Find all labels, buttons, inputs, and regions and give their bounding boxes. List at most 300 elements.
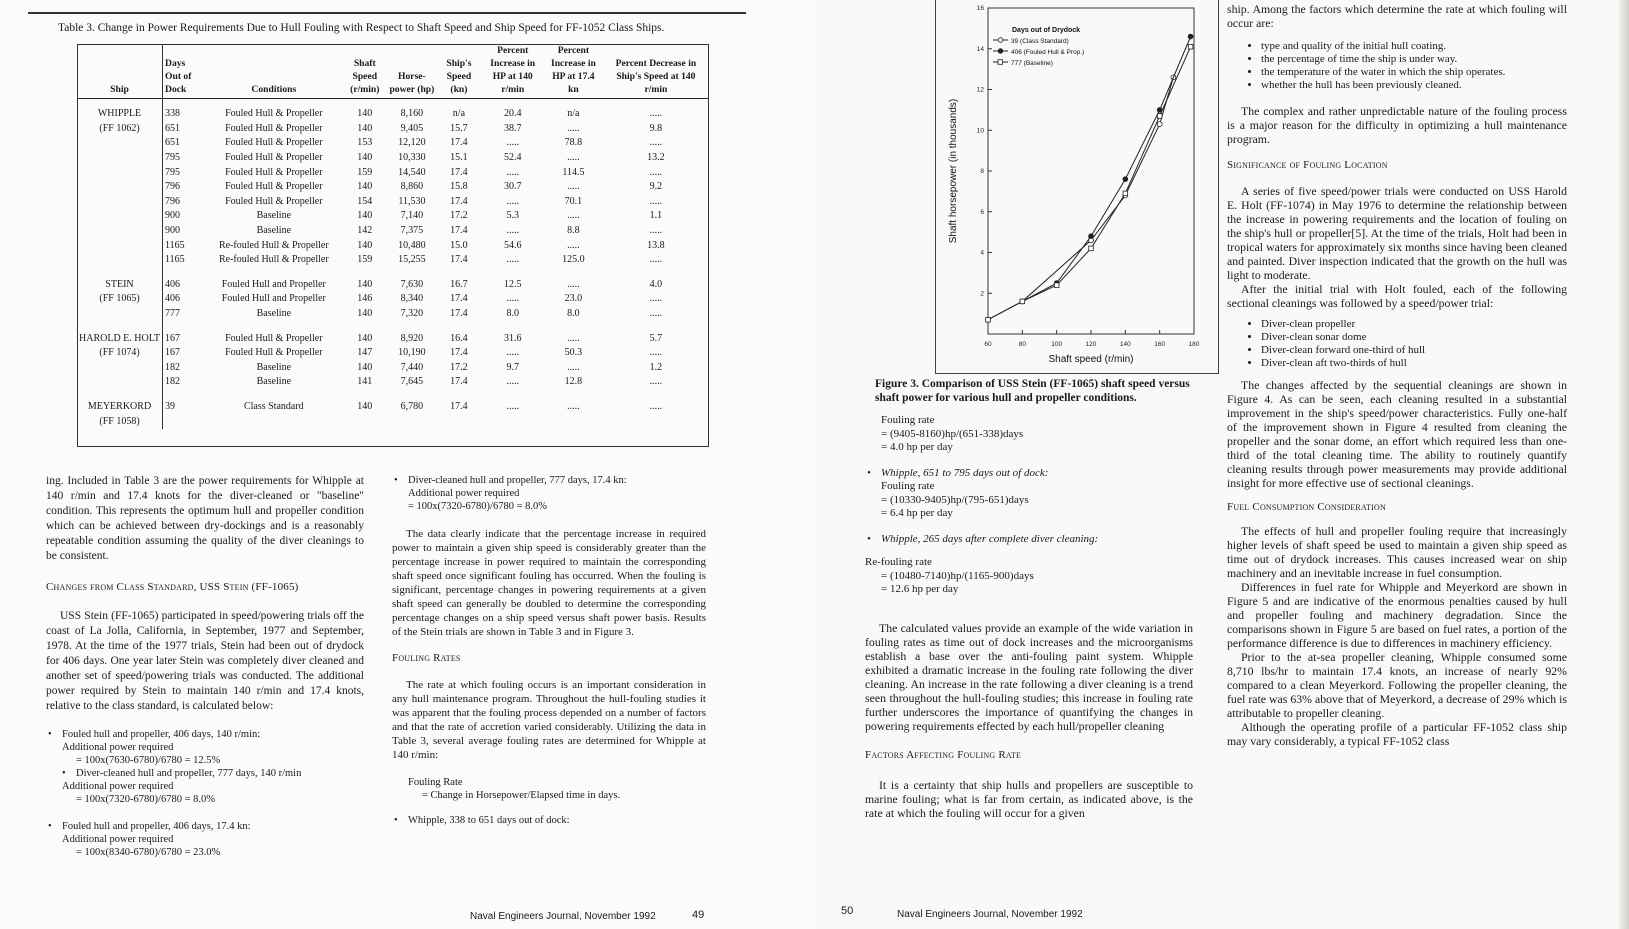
figure-caption: Figure 3. Comparison of USS Stein (FF-1065) shaft speed versus shaft power for various hull and propeller conditions.: [875, 378, 1190, 404]
ship-cell: [77, 307, 163, 322]
table-cell: 17.4: [450, 195, 468, 207]
ship-cell: [77, 361, 163, 376]
cleaning-list: [1227, 318, 1567, 370]
chart-axes: [948, 5, 1200, 365]
data-point: [1089, 246, 1094, 251]
formula-line: Additional power required: [62, 781, 174, 792]
table-cell: .....: [506, 347, 519, 359]
table-cell: 23.0: [564, 293, 583, 305]
ship-cell: [77, 165, 163, 180]
table-cell: 54.6: [503, 239, 522, 251]
section-heading: Factors Affecting Fouling Rate: [865, 748, 1022, 761]
list-item: • Diver-clean sonar dome: [1261, 331, 1567, 344]
table-3: [77, 44, 709, 429]
table-cell: 142: [357, 225, 373, 237]
ship-cell: [77, 238, 163, 253]
paragraph: Differences in fuel rate for Whipple and Meyerkord are shown in Figure 5 and are indicative of the enormous penalties caused by hull and propeller fouling and machinery degradation. Since the comparisons shown in Figure 5 are based on fuel rates, a portion of the performance difference is due to differences in machinery efficiency.: [1227, 580, 1567, 650]
table-cell: 795: [165, 152, 181, 164]
table-row: [77, 180, 709, 195]
table-cell: 31.6: [503, 332, 522, 344]
formula-line: = 100x(7320-6780)/6780 = 8.0%: [408, 501, 547, 512]
formula-line: = (9405-8160)hp/(651-338)days: [881, 427, 1024, 440]
table-cell: 17.4: [450, 308, 468, 320]
list-item: • Diver-clean propeller: [1261, 318, 1567, 331]
table-cell: n/a: [567, 108, 580, 120]
table-cell: 5.7: [649, 332, 663, 344]
table-cell: .....: [506, 293, 519, 305]
table-cell: .....: [567, 210, 580, 222]
table-cell: 15.8: [450, 181, 468, 193]
table-cell: 70.1: [564, 195, 583, 207]
table-cell: .....: [649, 137, 663, 149]
left-column-2: [392, 474, 706, 827]
table-cell: 10,330: [398, 152, 426, 164]
table-cell: Class Standard: [243, 400, 304, 412]
col-header: Horse-power (hp): [387, 44, 436, 99]
table-cell: .....: [649, 308, 663, 320]
table-cell: 900: [165, 210, 181, 222]
list-item: • Whipple, 265 days after complete diver cleaning:: [865, 533, 1193, 547]
formula-line: = 4.0 hp per day: [881, 441, 953, 453]
ship-cell: [77, 136, 163, 151]
hull-number: (FF 1058): [77, 414, 163, 429]
table-cell: 1165: [165, 239, 185, 251]
table-cell: [206, 414, 343, 429]
y-tick-label: 8: [980, 168, 984, 175]
x-tick-label: 140: [1119, 341, 1131, 348]
table-cell: 38.7: [503, 122, 522, 134]
y-tick-label: 6: [980, 208, 984, 216]
y-tick-label: 10: [976, 127, 984, 135]
table-cell: 8,160: [400, 108, 424, 120]
table-cell: 147: [357, 347, 373, 359]
table-cell: Fouled Hull & Propeller: [225, 137, 323, 149]
data-point: [1089, 234, 1094, 239]
table-cell: 17.4: [450, 137, 468, 149]
formula-line: = 6.4 hp per day: [881, 507, 953, 519]
table-cell: 140: [357, 108, 373, 120]
table-cell: 6,780: [400, 400, 424, 412]
table-cell: 4.0: [649, 278, 663, 290]
y-tick-label: 2: [980, 290, 984, 298]
col-header: Percent Decrease in Ship's Speed at 140 r/min: [603, 44, 709, 99]
table-cell: 140: [357, 239, 373, 251]
table-cell: Fouled Hull & Propeller: [225, 122, 323, 134]
table-cell: 796: [165, 195, 181, 207]
y-axis-label: Shaft horsepower (in thousands): [948, 98, 959, 244]
data-point: [1188, 44, 1193, 49]
paragraph: The data clearly indicate that the percentage increase in required power to maintain a given ship speed is considerably greater than the percentage increase in power required to maintain the corresponding shaft speed once significant fouling has occurred. When the fouling is significant, percentage changes in powering requirements at a given shaft speed can generally be doubled to determine the corresponding percentage changes on a ship speed versus shaft power basis. Results of the Stein trials are shown in Table 3 and in Figure 3.: [392, 528, 706, 638]
table-cell: 16.4: [450, 332, 468, 344]
ship-cell: [77, 151, 163, 166]
table-cell: 17.4: [450, 376, 468, 388]
table-cell: 8.0: [567, 308, 580, 320]
table-cell: n/a: [452, 108, 466, 120]
footer-journal: Naval Engineers Journal, November 1992: [897, 909, 1083, 920]
table-cell: .....: [506, 195, 519, 207]
table-cell: .....: [506, 254, 519, 266]
hull-number: (FF 1074): [77, 346, 163, 361]
legend-entry: 39 (Class Standard): [1011, 38, 1069, 45]
table-cell: 140: [357, 278, 373, 290]
table-cell: 13.2: [647, 152, 665, 164]
right-page: [815, 0, 1629, 929]
data-point: [1020, 299, 1025, 304]
table-cell: 1.1: [649, 210, 663, 222]
table-cell: 140: [357, 361, 373, 373]
table-cell: 140: [357, 152, 373, 164]
table-cell: 140: [357, 181, 373, 193]
table-row: [77, 375, 709, 390]
table-cell: 406: [165, 293, 181, 305]
table-row: [77, 346, 709, 361]
group-spacer: [77, 390, 709, 400]
table-cell: Fouled Hull & Propeller: [225, 108, 323, 120]
legend-entry: 777 (Baseline): [1011, 60, 1053, 67]
table-cell: Fouled Hull & Propeller: [225, 195, 323, 207]
x-axis-label: Shaft speed (r/min): [1048, 354, 1134, 365]
ship-cell: [77, 209, 163, 224]
page-number: 49: [692, 909, 705, 921]
table-cell: [436, 414, 481, 429]
table-cell: 7,630: [400, 278, 424, 290]
ship-name: MEYERKORD: [77, 400, 163, 415]
section-heading: Changes from Class Standard, USS Stein (FF-1065): [46, 581, 299, 593]
data-point: [986, 317, 991, 322]
table-body: [77, 99, 709, 429]
ship-cell: [77, 180, 163, 195]
table-row: [77, 136, 709, 151]
table-cell: 777: [165, 308, 181, 320]
chart-legend: [993, 27, 1084, 67]
figure-3-frame: [935, 0, 1219, 374]
table-cell: 9.7: [506, 361, 519, 373]
table-row: [77, 122, 709, 137]
table-cell: .....: [567, 361, 580, 373]
y-tick-label: 4: [980, 249, 984, 257]
x-tick-label: 120: [1085, 341, 1097, 348]
page-edge-shadow: [1619, 0, 1629, 929]
table-row: [77, 400, 709, 415]
table-row: [77, 414, 709, 429]
table-cell: 114.5: [562, 166, 585, 178]
table-cell: 7,645: [400, 376, 424, 388]
data-point: [1123, 177, 1128, 182]
table-row: [77, 224, 709, 239]
table-cell: Fouled Hull & Propeller: [225, 152, 323, 164]
y-tick-label: 12: [976, 86, 984, 94]
table-cell: 796: [165, 181, 181, 193]
paragraph: The changes affected by the sequential cleanings are shown in Figure 4. As can be seen, each cleaning resulted in a substantial improvement in the ship's speed/power characteristics. Fully one-half of the improvement shown in Figure 4 resulted from cleaning the propeller and the sonar dome, an effort which required less than one-third of the total cleaning time. The ability to routinely quantify cleaning results through power measurements may provide additional insight for more effective use of sectional cleanings.: [1227, 378, 1567, 490]
col-header: Conditions: [206, 44, 343, 99]
x-tick-label: 80: [1018, 341, 1026, 348]
table-cell: 153: [357, 137, 373, 149]
table-cell: 12.5: [503, 278, 522, 290]
table-cell: 795: [165, 166, 181, 178]
table-cell: 651: [165, 137, 181, 149]
figure-3-chart: [936, 0, 1218, 372]
formula-line: Fouling rate: [881, 480, 935, 492]
col-header: Days Out of Dock: [163, 44, 206, 99]
x-tick-label: 100: [1051, 341, 1063, 348]
formula-line: Additional power required: [62, 834, 174, 845]
paragraph: The effects of hull and propeller fouling require that increasingly higher levels of shaft speed be used to maintain a given ship speed as time out of drydock increases. This causes increased wear on ship machinery and an inevitable increase in fuel consumption.: [1227, 524, 1567, 580]
formula-line: = 100x(8340-6780)/6780 = 23.0%: [76, 847, 221, 858]
table-cell: 10,480: [398, 239, 426, 251]
paragraph: The complex and rather unpredictable nature of the fouling process is a major reason for the difficulty in optimizing a hull maintenance program.: [1227, 104, 1567, 146]
table-cell: 9.8: [649, 122, 663, 134]
table-cell: .....: [649, 108, 663, 120]
table-cell: 50.3: [564, 347, 583, 359]
table-caption: Table 3. Change in Power Requirements Due to Hull Fouling with Respect to Shaft Speed and Ship Speed for FF-1052 Class Ships.: [58, 22, 665, 34]
list-item: • Fouled hull and propeller, 406 days, 17.4 kn:: [46, 820, 364, 833]
table-cell: 1165: [165, 254, 185, 266]
table-cell: 159: [357, 254, 373, 266]
ship-name: HAROLD E. HOLT: [77, 331, 163, 346]
table-cell: 154: [357, 195, 373, 207]
table-cell: 13.8: [647, 239, 665, 251]
data-point: [1157, 122, 1162, 127]
table-cell: .....: [567, 181, 580, 193]
table-cell: Baseline: [256, 308, 292, 320]
table-cell: 10,190: [398, 347, 426, 359]
table-cell: 52.4: [503, 152, 522, 164]
table-cell: 17.4: [450, 347, 468, 359]
table-cell: 8,860: [400, 181, 424, 193]
table-cell: .....: [567, 122, 580, 134]
legend-marker: [998, 38, 1003, 43]
data-point: [1123, 191, 1128, 196]
table-cell: 140: [357, 400, 373, 412]
hull-number: (FF 1062): [77, 122, 163, 137]
left-column-1: [46, 474, 364, 859]
table-cell: 140: [357, 308, 373, 320]
table-cell: Fouled Hull & Propeller: [225, 332, 323, 344]
table-cell: 16.7: [450, 278, 468, 290]
table-cell: [387, 414, 436, 429]
section-heading: Fuel Consumption Consideration: [1227, 501, 1386, 513]
formula-line: = (10480-7140)hp/(1165-900)days: [881, 569, 1034, 582]
table-cell: 17.4: [450, 293, 468, 305]
table-cell: Re-fouled Hull & Propeller: [218, 254, 329, 266]
table-cell: 140: [357, 332, 373, 344]
table-cell: 125.0: [562, 254, 585, 266]
col-header: Ship's Speed (kn): [436, 44, 481, 99]
paragraph: The calculated values provide an example of the wide variation in fouling rates as time out of dock increases and the microorganisms establish a base over the anti-fouling paint system. Whipple exhibited a dramatic increase in the fouling rate following the diver cleaning. An increase in the rate following a diver cleaning is a trend seen throughout the hull-fouling studies; this increase in fouling rate further underscores the importance of quantifying the changes in powering requirements effected by each hull/propeller cleaning: [865, 620, 1193, 733]
ship-cell: [77, 375, 163, 390]
table-cell: 17.4: [450, 225, 468, 237]
table-cell: 167: [165, 332, 181, 344]
col-header: Ship: [77, 44, 163, 99]
table-cell: .....: [649, 347, 663, 359]
ship-cell: [77, 253, 163, 268]
list-item: • Diver-cleaned hull and propeller, 777 days, 140 r/min: [60, 767, 364, 780]
table-cell: 167: [165, 347, 181, 359]
factor-list: [1227, 40, 1567, 92]
list-item: • Diver-clean forward one-third of hull: [1261, 344, 1567, 357]
formula-line: = 12.6 hp per day: [881, 583, 959, 595]
table-row: [77, 151, 709, 166]
table-cell: 1.2: [649, 361, 663, 373]
legend-title: Days out of Drydock: [1012, 27, 1081, 34]
ship-cell: [77, 224, 163, 239]
table-cell: Baseline: [256, 210, 292, 222]
paragraph: ing. Included in Table 3 are the power requirements for Whipple at 140 r/min and 17.4 knots for the diver-cleaned or "baseline" condition. This represents the optimum hull and propeller condition which can be achieved between dry-dockings and is a reasonably repeatable condition assuming the quality of the diver cleanings to be consistent.: [46, 475, 364, 562]
table-cell: 15.1: [450, 152, 468, 164]
list-item: • Diver-cleaned hull and propeller, 777 days, 17.4 kn:: [392, 474, 706, 487]
paragraph: After the initial trial with Holt fouled, each of the following sectional cleanings was followed by a speed/power trial:: [1227, 282, 1567, 310]
table-cell: 8.8: [567, 225, 580, 237]
col-header: Percent Increase in HP at 140 r/min: [481, 44, 544, 99]
table-cell: 7,320: [400, 308, 424, 320]
group-spacer: [77, 321, 709, 331]
list-item: • Whipple, 651 to 795 days out of dock:: [865, 467, 1193, 481]
table-cell: .....: [567, 400, 580, 412]
legend-marker: [998, 60, 1003, 65]
table-cell: 140: [357, 210, 373, 222]
page-number: 50: [841, 905, 854, 917]
table-cell: .....: [649, 225, 663, 237]
table-cell: 78.8: [564, 137, 583, 149]
table-cell: [544, 414, 603, 429]
table-cell: 17.2: [450, 210, 468, 222]
col-header: Percent Increase in HP at 17.4 kn: [544, 44, 603, 99]
table-cell: 12,120: [398, 137, 426, 149]
table-cell: 17.2: [450, 361, 468, 373]
table-cell: 39: [165, 400, 176, 412]
table-cell: Fouled Hull & Propeller: [225, 181, 323, 193]
chart-series: [986, 34, 1193, 322]
table-cell: [603, 414, 709, 429]
table-cell: .....: [567, 152, 580, 164]
top-rule: [28, 12, 746, 14]
table-cell: Baseline: [256, 376, 292, 388]
table-row: [77, 331, 709, 346]
list-item: • the temperature of the water in which the ship operates.: [1261, 66, 1567, 79]
paragraph: USS Stein (FF-1065) participated in speed/powering trials off the coast of La Jolla, California, in September, 1977 and September, 1978. At the time of the 1977 trials, Stein had been out of drydock for 406 days. One year later Stein was completely diver cleaned and another set of speed/powering trials was conducted. The additional power required by Stein to maintain 140 r/min and 17.4 knots, relative to the class standard, is calculated below:: [46, 610, 364, 712]
table-row: [77, 99, 709, 122]
table-cell: 146: [357, 293, 373, 305]
table-cell: .....: [649, 293, 663, 305]
table-cell: 8,340: [400, 293, 424, 305]
table-cell: 17.4: [450, 400, 468, 412]
table-cell: 338: [165, 108, 181, 120]
paragraph: Although the operating profile of a particular FF-1052 class ship may vary considerably, a typical FF-1052 class: [1227, 720, 1567, 748]
data-point: [1157, 114, 1162, 119]
table-cell: Fouled Hull and Propeller: [221, 278, 326, 290]
table-cell: .....: [567, 239, 580, 251]
table-cell: [481, 414, 544, 429]
y-tick-label: 16: [976, 5, 984, 12]
x-tick-label: 60: [984, 341, 992, 348]
section-heading: Significance of Fouling Location: [1227, 159, 1388, 171]
table-cell: 11,530: [398, 195, 426, 207]
table-row: [77, 195, 709, 210]
table-row: [77, 165, 709, 180]
table-cell: .....: [649, 400, 663, 412]
list-item: • whether the hull has been previously cleaned.: [1261, 79, 1567, 92]
table-cell: .....: [649, 166, 663, 178]
data-point: [1188, 34, 1193, 39]
table-cell: 651: [165, 122, 181, 134]
table-cell: .....: [506, 376, 519, 388]
table-cell: 900: [165, 225, 181, 237]
table-cell: 17.4: [450, 254, 468, 266]
paragraph: A series of five speed/power trials were conducted on USS Harold E. Holt (FF-1074) in May 1976 to determine the relationship between the increase in powering requirements and the location of fouling on the ship's hull or propeller[5]. At the time of the trials, Holt had been in tropical waters for approximately six months since having been cleaned and painted. Diver inspection indicated that the growth on the hull was light to moderate.: [1227, 184, 1567, 282]
table-header: [77, 44, 709, 99]
table-cell: Fouled Hull & Propeller: [225, 347, 323, 359]
paragraph: ship. Among the factors which determine the rate at which fouling will occur are:: [1227, 2, 1567, 30]
table-cell: .....: [506, 137, 519, 149]
col-header: Shaft Speed (r/min): [342, 44, 387, 99]
formula-line: Additional power required: [62, 742, 174, 753]
right-column-2: [1227, 2, 1567, 748]
table-cell: 17.4: [450, 166, 468, 178]
table-cell: Baseline: [256, 361, 292, 373]
table-row: [77, 209, 709, 224]
section-heading: Fouling Rates: [392, 652, 461, 664]
hull-number: (FF 1065): [77, 292, 163, 307]
table-row: [77, 361, 709, 376]
table-cell: 141: [357, 376, 373, 388]
x-tick-label: 180: [1188, 341, 1200, 348]
table-cell: 12.8: [564, 376, 583, 388]
table-cell: .....: [506, 166, 519, 178]
table-row: [77, 253, 709, 268]
table-cell: [163, 414, 206, 429]
table-cell: 15.0: [450, 239, 468, 251]
table-cell: 159: [357, 166, 373, 178]
table-cell: 14,540: [398, 166, 426, 178]
x-tick-label: 160: [1154, 341, 1166, 348]
footer-journal: Naval Engineers Journal, November 1992: [470, 911, 656, 922]
table-cell: .....: [506, 225, 519, 237]
table-cell: Fouled Hull and Propeller: [221, 293, 326, 305]
paragraph: Prior to the at-sea propeller cleaning, Whipple consumed some 8,710 lbs/hr to maintain 17.4 knots, an increase of nearly 92% compared to a clean Meyerkord. Following the propeller cleaning, the fuel rate was 63% above that of Meyerkord, a decrease of 29% which is attributable to propeller cleaning.: [1227, 650, 1567, 720]
series-line: [988, 47, 1191, 320]
plot-area: [988, 8, 1194, 334]
table-cell: .....: [567, 332, 580, 344]
table-cell: .....: [649, 254, 663, 266]
table-cell: 9.2: [649, 181, 663, 193]
table-cell: 406: [165, 278, 181, 290]
table-cell: Fouled Hull & Propeller: [225, 166, 323, 178]
table-row: [77, 292, 709, 307]
table-cell: 8,920: [400, 332, 424, 344]
series-line: [1022, 37, 1190, 302]
list-item: • Fouled hull and propeller, 406 days, 140 r/min:: [46, 728, 364, 741]
series-line: [988, 77, 1173, 319]
table-row: [77, 238, 709, 253]
group-spacer: [77, 268, 709, 278]
table-row: [77, 307, 709, 322]
table-cell: .....: [649, 195, 663, 207]
list-item: • Whipple, 338 to 651 days out of dock:: [392, 814, 706, 827]
table-cell: 7,140: [400, 210, 424, 222]
formula-line: = (10330-9405)hp/(795-651)days: [881, 493, 1029, 506]
data-point: [1054, 283, 1059, 288]
formula-line: = 100x(7320-6780)/6780 = 8.0%: [76, 794, 215, 805]
table-cell: 182: [165, 376, 181, 388]
right-column-1: [865, 414, 1193, 820]
table-row: [77, 278, 709, 293]
table-cell: 182: [165, 361, 181, 373]
formula-line: = 100x(7630-6780)/6780 = 12.5%: [76, 755, 221, 766]
list-item: • type and quality of the initial hull coating.: [1261, 40, 1567, 53]
paragraph: The rate at which fouling occurs is an important consideration in any hull maintenance program. Throughout the hull-fouling studies it was apparent that the fouling process depended on a number of factors and that the rate of accretion varied considerably. Utilizing the data in Table 3, several average fouling rates are determined for Whipple at 140 r/min:: [392, 679, 706, 761]
formula-line: Fouling rate: [881, 414, 935, 426]
formula-line: Additional power required: [408, 488, 520, 499]
